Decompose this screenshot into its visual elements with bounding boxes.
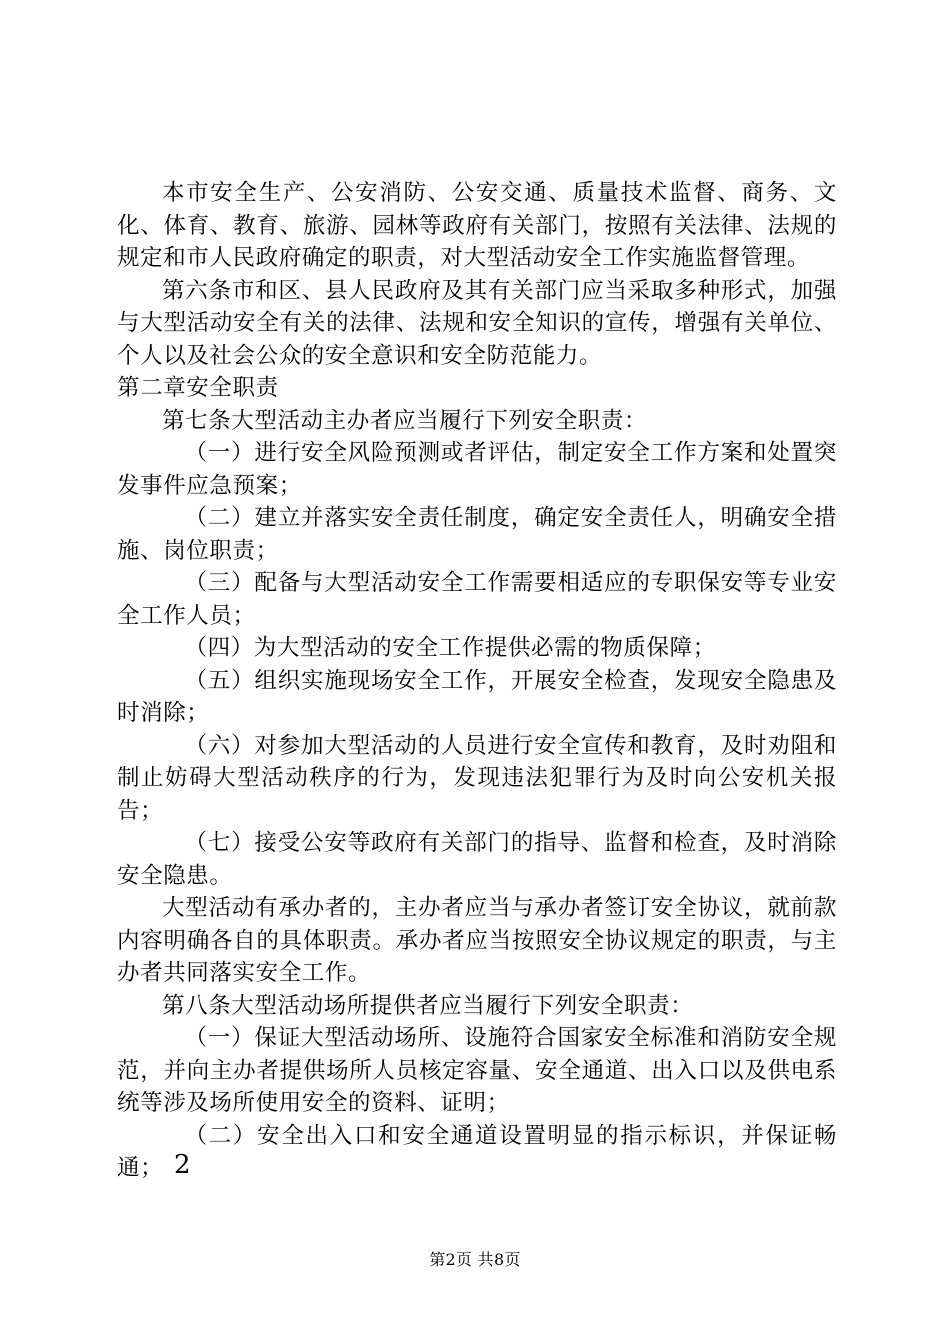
list-item-7-2: （二）建立并落实安全责任制度，确定安全责任人，明确安全措施、岗位职责； — [117, 505, 837, 564]
list-item-7-4: （四）为大型活动的安全工作提供必需的物质保障； — [184, 635, 716, 661]
document-body — [117, 177, 837, 1185]
list-item-8-1: （一）保证大型活动场所、设施符合国家安全标准和消防安全规范，并向主办者提供场所人员核定容量、安全通道、出入口以及供电系统等涉及场所使用安全的资料、证明； — [117, 1025, 837, 1116]
page-number: 2 — [174, 1150, 191, 1180]
list-item-8-2: （二）安全出入口和安全通道设置明显的指示标识，并保证畅通； — [117, 1122, 837, 1181]
page-footer: 第2页 共8页 — [429, 1250, 521, 1269]
list-item-7-5: （五）组织实施现场安全工作，开展安全检查，发现安全隐患及时消除； — [117, 667, 837, 726]
paragraph-organizer-agreement: 大型活动有承办者的，主办者应当与承办者签订安全协议，就前款内容明确各自的具体职责。承办者应当按照安全协议规定的职责，与主办者共同落实安全工作。 — [117, 895, 837, 986]
paragraph-article-6: 第六条市和区、县人民政府及其有关部门应当采取多种形式，加强与大型活动安全有关的法律、法规和安全知识的宣传，增强有关单位、个人以及社会公众的安全意识和安全防范能力。 — [117, 277, 837, 369]
list-item-7-7: （七）接受公安等政府有关部门的指导、监督和检查，及时消除安全隐患。 — [117, 830, 837, 889]
list-item-7-3: （三）配备与大型活动安全工作需要相适应的专职保安等专业安全工作人员； — [117, 570, 837, 629]
paragraph-article-7: 第七条大型活动主办者应当履行下列安全职责： — [162, 407, 648, 434]
chapter-heading: 第二章安全职责 — [117, 375, 279, 401]
paragraph-article-8: 第八条大型活动场所提供者应当履行下列安全职责： — [162, 992, 694, 1019]
list-item-7-6: （六）对参加大型活动的人员进行安全宣传和教育，及时劝阻和制止妨碍大型活动秩序的行为，发现违法犯罪行为及时向公安机关报告； — [117, 732, 837, 824]
paragraph-supervision-departments: 本市安全生产、公安消防、公安交通、质量技术监督、商务、文化、体育、教育、旅游、园林等政府有关部门，按照有关法律、法规的规定和市人民政府确定的职责，对大型活动安全工作实施监督管理。 — [117, 180, 837, 271]
list-item-7-1: （一）进行安全风险预测或者评估，制定安全工作方案和处置突发事件应急预案； — [117, 440, 837, 499]
